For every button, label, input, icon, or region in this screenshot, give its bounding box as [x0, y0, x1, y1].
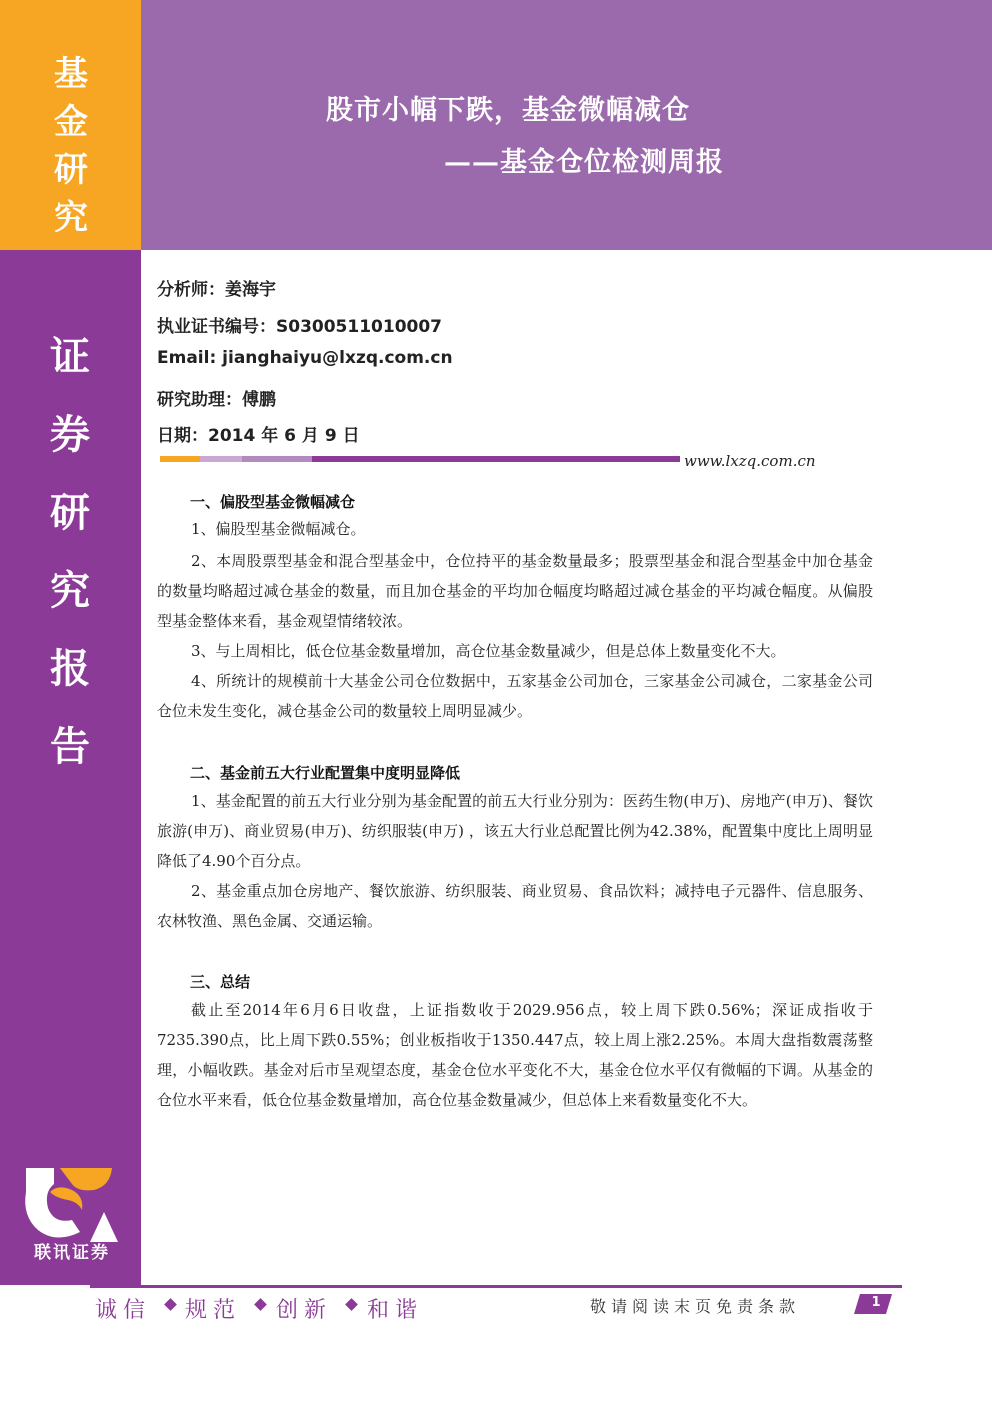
page-number: 1	[871, 1295, 881, 1310]
research-assistant: 研究助理：傅鹏	[157, 390, 276, 410]
slogan-word: 规范	[185, 1298, 242, 1323]
sidebar-top-title	[46, 50, 96, 242]
slogan-bullet-icon	[254, 1298, 267, 1311]
sidebar-label-char: 告	[50, 723, 90, 770]
slogan-bullet-icon	[164, 1298, 177, 1311]
sidebar-label-char: 究	[50, 567, 90, 614]
disclaimer-notice: 敬请阅读末页免责条款	[590, 1297, 801, 1316]
divider-segment-purple	[312, 456, 680, 462]
divider-segment-lilac	[200, 456, 242, 462]
paragraph: 截止至2014年6月6日收盘，上证指数收于2029.956点，较上周下跌0.56%；深证成指收于7235.390点，比上周下跌0.55%；创业板指收于1350.447点，较上周上涨2.25%。本周大盘指数震荡整理，小幅收跌。基金对后市呈观望态度，基金仓位水平变化不大，基金仓位水平仅有微幅的下调。从基金的仓位水平来看，低仓位基金数量增加，高仓位基金数量减少，但总体上来看数量变化不大。	[157, 1001, 873, 1109]
slogan-word: 诚信	[95, 1298, 152, 1323]
footer-divider	[90, 1285, 902, 1288]
company-logo-icon	[20, 1162, 120, 1244]
paragraph: 2、本周股票型基金和混合型基金中，仓位持平的基金数量最多；股票型基金和混合型基金中加仓基金的数量均略超过减仓基金的数量，而且加仓基金的平均加仓幅度均略超过减仓基金的平均减仓幅度。从偏股型基金整体来看，基金观望情绪较浓。	[157, 552, 873, 630]
sidebar-report-label	[40, 318, 100, 786]
analyst-name: 分析师：姜海宇	[157, 280, 276, 300]
sidebar-top-char: 金	[54, 102, 88, 142]
website-link[interactable]: www.lxzq.com.cn	[684, 452, 816, 470]
report-date: 日期：2014 年 6 月 9 日	[157, 426, 360, 446]
slogan-bullet-icon	[345, 1298, 358, 1311]
divider-segment-orange	[160, 456, 200, 462]
company-logo-text: 联讯证券	[34, 1243, 110, 1263]
sidebar-label-char: 研	[50, 489, 90, 536]
sidebar-label-char: 报	[50, 645, 90, 692]
slogan-word: 创新	[276, 1298, 333, 1323]
sidebar-top-char: 基	[54, 54, 88, 94]
analyst-email[interactable]: Email: jianghaiyu@lxzq.com.cn	[157, 348, 453, 368]
report-title: 股市小幅下跌，基金微幅减仓	[326, 95, 690, 126]
paragraph: 4、所统计的规模前十大基金公司仓位数据中，五家基金公司加仓，三家基金公司减仓，二家基金公司仓位未发生变化，减仓基金公司的数量较上周明显减少。	[157, 672, 873, 720]
sidebar-label-char: 证	[50, 333, 90, 380]
sidebar-top-char: 究	[54, 198, 88, 238]
slogan-word: 和谐	[367, 1298, 424, 1323]
report-subtitle: ——基金仓位检测周报	[444, 147, 724, 178]
paragraph: 3、与上周相比，低仓位基金数量增加，高仓位基金数量减少，但是总体上数量变化不大。	[191, 642, 786, 660]
paragraph: 1、基金配置的前五大行业分别为基金配置的前五大行业分别为：医药生物(申万)、房地产(申万)、餐饮旅游(申万)、商业贸易(申万)、纺织服装(申万) ，该五大行业总配置比例为42.38%，配置集中度比上周明显降低了4.90个百分点。	[157, 792, 873, 870]
sidebar-label-char: 券	[50, 411, 90, 458]
paragraph: 2、基金重点加仓房地产、餐饮旅游、纺织服装、商业贸易、食品饮料；减持电子元器件、信息服务、农林牧渔、黑色金属、交通运输。	[157, 882, 873, 930]
section-heading: 三、总结	[190, 973, 251, 991]
divider-segment-mauve	[242, 456, 312, 462]
paragraph: 1、偏股型基金微幅减仓。	[191, 520, 366, 538]
certificate-number: 执业证书编号：S0300511010007	[157, 317, 443, 337]
section-heading: 一、偏股型基金微幅减仓	[190, 493, 356, 511]
sidebar-top-char: 研	[54, 150, 88, 190]
section-heading: 二、基金前五大行业配置集中度明显降低	[190, 764, 461, 782]
